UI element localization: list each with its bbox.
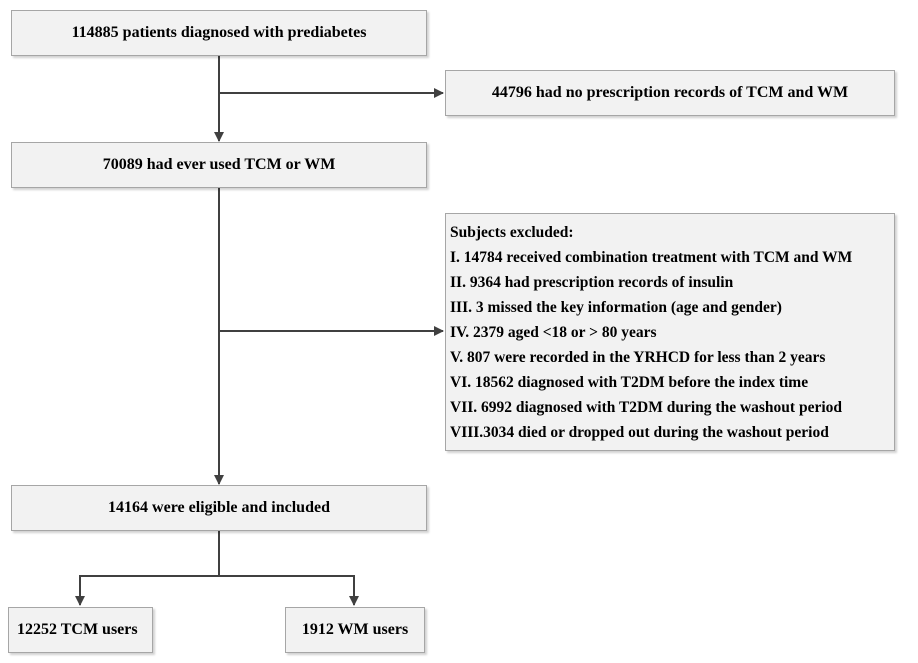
box-wm-users — [285, 607, 425, 653]
excluded-item: V. 807 were recorded in the YRHCD for less than 2 years — [450, 349, 826, 366]
box-tcm-users-label: 12252 TCM users — [17, 621, 138, 638]
box-ever-used-label: 70089 had ever used TCM or WM — [102, 156, 336, 173]
excluded-item: VI. 18562 diagnosed with T2DM before the index time — [450, 374, 809, 391]
excluded-item: II. 9364 had prescription records of insulin — [450, 274, 734, 291]
box-wm-users-label: 1912 WM users — [301, 621, 409, 638]
box-ever-used — [11, 142, 427, 188]
box-excluded — [445, 213, 895, 451]
box-prediabetes — [11, 10, 427, 56]
box-eligible-label: 14164 were eligible and included — [108, 499, 330, 516]
box-eligible — [11, 485, 427, 531]
box-no-records-label: 44796 had no prescription records of TCM and WM — [491, 84, 849, 101]
box-prediabetes-label: 114885 patients diagnosed with prediabetes — [71, 24, 367, 41]
excluded-item: III. 3 missed the key information (age and gender) — [450, 299, 782, 316]
excluded-item: VII. 6992 diagnosed with T2DM during the washout period — [450, 399, 843, 416]
excluded-item: VIII.3034 died or dropped out during the washout period — [450, 424, 829, 441]
excluded-item: I. 14784 received combination treatment with TCM and WM — [450, 249, 853, 266]
excluded-item: IV. 2379 aged <18 or > 80 years — [450, 324, 657, 341]
excluded-title: Subjects excluded: — [450, 224, 574, 241]
box-tcm-users — [8, 607, 153, 653]
box-no-records — [445, 70, 895, 116]
